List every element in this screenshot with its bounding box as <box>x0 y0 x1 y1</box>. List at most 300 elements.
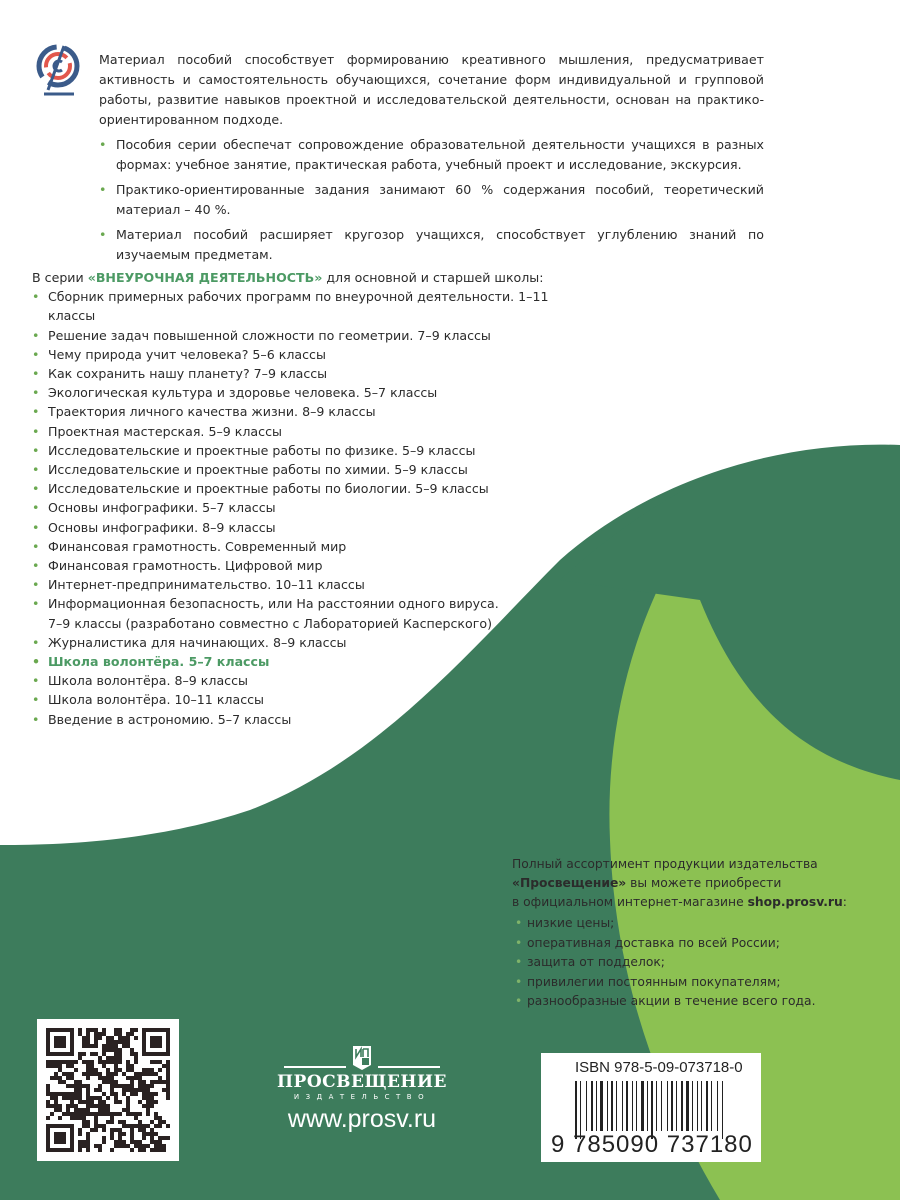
qr-module <box>122 1040 126 1044</box>
qr-module <box>90 1052 94 1056</box>
qr-module <box>98 1076 102 1080</box>
qr-module <box>114 1052 118 1056</box>
qr-module <box>126 1108 130 1112</box>
qr-module <box>66 1092 70 1096</box>
qr-module <box>162 1144 166 1148</box>
qr-module <box>118 1060 122 1064</box>
qr-module <box>158 1144 162 1148</box>
qr-module <box>138 1088 142 1092</box>
qr-module <box>46 1104 50 1108</box>
qr-module <box>102 1108 106 1112</box>
series-item: • Исследовательские и проектные работы по химии. 5–9 классы <box>32 460 552 479</box>
qr-module <box>118 1128 122 1132</box>
qr-module <box>98 1056 102 1060</box>
qr-module <box>58 1080 62 1084</box>
qr-module <box>98 1060 102 1064</box>
qr-module <box>114 1028 118 1032</box>
series-name: «ВНЕУРОЧНАЯ ДЕЯТЕЛЬНОСТЬ» <box>87 270 323 285</box>
qr-module <box>70 1072 74 1076</box>
qr-module <box>146 1072 150 1076</box>
qr-module <box>110 1048 114 1052</box>
qr-module <box>126 1040 130 1044</box>
qr-module <box>86 1032 90 1036</box>
qr-module <box>154 1072 158 1076</box>
qr-module <box>82 1124 86 1128</box>
publisher-url-link[interactable]: www.prosv.ru <box>287 1105 437 1133</box>
series-item-continuation: 7–9 классы (разработано совместно с Лабораторией Касперского) <box>48 615 492 631</box>
qr-module <box>58 1092 62 1096</box>
qr-module <box>86 1040 90 1044</box>
qr-module <box>150 1092 154 1096</box>
qr-module <box>110 1148 114 1152</box>
qr-finder <box>54 1036 66 1048</box>
qr-module <box>134 1076 138 1080</box>
qr-module <box>74 1096 78 1100</box>
qr-module <box>130 1136 134 1140</box>
qr-module <box>142 1096 146 1100</box>
qr-module <box>62 1112 66 1116</box>
qr-module <box>66 1072 70 1076</box>
qr-module <box>114 1044 118 1048</box>
shop-line-1: Полный ассортимент продукции издательства <box>512 857 818 871</box>
qr-module <box>98 1124 102 1128</box>
qr-module <box>110 1088 114 1092</box>
series-item: • Сборник примерных рабочих программ по внеурочной деятельности. 1–11 классы <box>32 287 552 325</box>
qr-module <box>122 1092 126 1096</box>
qr-module <box>154 1092 158 1096</box>
qr-module <box>150 1104 154 1108</box>
qr-module <box>78 1112 82 1116</box>
qr-module <box>130 1140 134 1144</box>
qr-module <box>138 1120 142 1124</box>
qr-module <box>74 1108 78 1112</box>
qr-module <box>154 1112 158 1116</box>
isbn-barcode <box>541 1053 761 1162</box>
qr-module <box>78 1088 82 1092</box>
qr-module <box>66 1084 70 1088</box>
qr-module <box>166 1084 170 1088</box>
qr-module <box>150 1068 154 1072</box>
qr-module <box>118 1084 122 1088</box>
qr-module <box>126 1084 130 1088</box>
series-item: • Финансовая грамотность. Цифровой мир <box>32 556 552 575</box>
series-item: • Основы инфографики. 8–9 классы <box>32 518 552 537</box>
barcode-bar <box>636 1081 637 1131</box>
qr-module <box>126 1076 130 1080</box>
qr-module <box>66 1112 70 1116</box>
qr-module <box>74 1104 78 1108</box>
qr-module <box>142 1104 146 1108</box>
qr-module <box>46 1092 50 1096</box>
qr-module <box>158 1124 162 1128</box>
series-item: • Финансовая грамотность. Современный мир <box>32 537 552 556</box>
qr-module <box>106 1060 110 1064</box>
qr-module <box>82 1036 86 1040</box>
divider <box>284 1066 346 1068</box>
qr-module <box>102 1124 106 1128</box>
series-heading-prefix: В серии <box>32 270 88 285</box>
qr-module <box>162 1064 166 1068</box>
qr-module <box>62 1060 66 1064</box>
qr-module <box>130 1128 134 1132</box>
series-item: • Школа волонтёра. 8–9 классы <box>32 671 552 690</box>
intro-bullet: • Практико-ориентированные задания занимают 60 % содержания пособий, теоретический материал – 40 %. <box>99 180 764 220</box>
barcode-bar <box>701 1081 702 1131</box>
qr-module <box>86 1068 90 1072</box>
qr-module <box>110 1128 114 1132</box>
qr-module <box>162 1148 166 1152</box>
barcode-bar <box>632 1081 633 1131</box>
series-item: • Как сохранить нашу планету? 7–9 классы <box>32 364 552 383</box>
qr-module <box>126 1032 130 1036</box>
isbn-number: ISBN 978-5-09-073718-0 <box>575 1059 743 1076</box>
qr-module <box>130 1064 134 1068</box>
qr-module <box>130 1076 134 1080</box>
intro-bullet: • Пособия серии обеспечат сопровождение образовательной деятельности учащихся в разных формах: учебное занятие, практическая работа, учебный проект и исследование, экскурсия. <box>99 135 764 175</box>
qr-module <box>150 1132 154 1136</box>
qr-module <box>86 1072 90 1076</box>
qr-module <box>94 1028 98 1032</box>
qr-module <box>98 1084 102 1088</box>
qr-module <box>70 1064 74 1068</box>
qr-module <box>106 1108 110 1112</box>
qr-module <box>142 1148 146 1152</box>
qr-module <box>130 1112 134 1116</box>
qr-module <box>86 1140 90 1144</box>
qr-module <box>162 1080 166 1084</box>
qr-module <box>118 1048 122 1052</box>
qr-module <box>102 1136 106 1140</box>
qr-module <box>94 1040 98 1044</box>
shop-benefit: • разнообразные акции в течение всего года. <box>512 992 872 1012</box>
qr-module <box>46 1064 50 1068</box>
qr-module <box>46 1060 50 1064</box>
qr-module <box>90 1060 94 1064</box>
qr-module <box>114 1056 118 1060</box>
qr-module <box>114 1032 118 1036</box>
shop-info <box>512 855 872 1012</box>
qr-module <box>70 1112 74 1116</box>
qr-module <box>102 1028 106 1032</box>
qr-module <box>118 1036 122 1040</box>
qr-module <box>102 1080 106 1084</box>
barcode-bar <box>697 1081 698 1131</box>
qr-module <box>46 1116 50 1120</box>
barcode-bar <box>717 1081 718 1131</box>
qr-module <box>50 1112 54 1116</box>
qr-module <box>106 1036 110 1040</box>
qr-module <box>86 1148 90 1152</box>
qr-module <box>150 1072 154 1076</box>
qr-module <box>78 1148 82 1152</box>
qr-module <box>134 1052 138 1056</box>
qr-module <box>138 1080 142 1084</box>
qr-module <box>134 1056 138 1060</box>
qr-module <box>78 1140 82 1144</box>
qr-module <box>86 1104 90 1108</box>
publisher-name-bold: «Просвещение» <box>512 876 627 890</box>
qr-module <box>98 1096 102 1100</box>
qr-module <box>130 1092 134 1096</box>
qr-module <box>90 1128 94 1132</box>
qr-module <box>74 1080 78 1084</box>
qr-module <box>78 1028 82 1032</box>
qr-module <box>94 1124 98 1128</box>
qr-module <box>98 1112 102 1116</box>
qr-module <box>150 1084 154 1088</box>
qr-module <box>126 1064 130 1068</box>
series-item: • Чему природа учит человека? 5–6 классы <box>32 345 552 364</box>
qr-module <box>110 1060 114 1064</box>
qr-module <box>70 1096 74 1100</box>
qr-module <box>102 1032 106 1036</box>
qr-module <box>54 1072 58 1076</box>
qr-module <box>66 1096 70 1100</box>
qr-module <box>106 1044 110 1048</box>
qr-module <box>106 1080 110 1084</box>
qr-module <box>146 1132 150 1136</box>
qr-module <box>86 1060 90 1064</box>
qr-module <box>54 1064 58 1068</box>
qr-code[interactable] <box>37 1019 179 1161</box>
qr-module <box>122 1072 126 1076</box>
qr-module <box>166 1080 170 1084</box>
qr-module <box>70 1104 74 1108</box>
qr-module <box>86 1112 90 1116</box>
qr-module <box>58 1076 62 1080</box>
qr-module <box>150 1148 154 1152</box>
qr-module <box>166 1072 170 1076</box>
series-item: • Исследовательские и проектные работы по биологии. 5–9 классы <box>32 479 552 498</box>
qr-module <box>74 1116 78 1120</box>
qr-module <box>146 1144 150 1148</box>
qr-module <box>114 1092 118 1096</box>
qr-module <box>94 1112 98 1116</box>
qr-module <box>86 1108 90 1112</box>
qr-module <box>106 1120 110 1124</box>
qr-module <box>158 1076 162 1080</box>
qr-module <box>146 1100 150 1104</box>
qr-module <box>146 1084 150 1088</box>
barcode-bar <box>611 1081 613 1131</box>
qr-module <box>126 1144 130 1148</box>
qr-module <box>110 1036 114 1040</box>
qr-module <box>62 1096 66 1100</box>
qr-module <box>146 1068 150 1072</box>
qr-module <box>146 1108 150 1112</box>
qr-module <box>130 1028 134 1032</box>
qr-module <box>110 1112 114 1116</box>
shop-line-3-suffix: : <box>842 895 847 909</box>
qr-module <box>86 1028 90 1032</box>
series-item: • Экологическая культура и здоровье человека. 5–7 классы <box>32 383 552 402</box>
qr-module <box>154 1148 158 1152</box>
qr-module <box>78 1144 82 1148</box>
qr-module <box>86 1076 90 1080</box>
qr-module <box>82 1108 86 1112</box>
qr-module <box>114 1096 118 1100</box>
shop-url-link[interactable]: shop.prosv.ru <box>747 895 843 909</box>
qr-module <box>54 1060 58 1064</box>
qr-module <box>78 1100 82 1104</box>
qr-module <box>54 1104 58 1108</box>
barcode-bar <box>622 1081 623 1131</box>
series-logo-icon <box>34 44 82 100</box>
qr-module <box>142 1128 146 1132</box>
qr-module <box>82 1052 86 1056</box>
qr-module <box>54 1100 58 1104</box>
qr-module <box>166 1060 170 1064</box>
qr-module <box>166 1096 170 1100</box>
series-item: • Основы инфографики. 5–7 классы <box>32 498 552 517</box>
qr-module <box>62 1072 66 1076</box>
qr-module <box>74 1084 78 1088</box>
qr-module <box>154 1140 158 1144</box>
qr-module <box>134 1060 138 1064</box>
barcode-bar <box>676 1081 677 1131</box>
qr-module <box>166 1136 170 1140</box>
qr-module <box>110 1092 114 1096</box>
qr-module <box>94 1088 98 1092</box>
barcode-bar <box>607 1081 608 1131</box>
qr-module <box>142 1092 146 1096</box>
qr-module <box>158 1060 162 1064</box>
qr-module <box>106 1048 110 1052</box>
series-item: • Введение в астрономию. 5–7 классы <box>32 710 552 729</box>
qr-module <box>106 1112 110 1116</box>
barcode-bar <box>586 1081 587 1131</box>
qr-module <box>114 1112 118 1116</box>
qr-module <box>98 1072 102 1076</box>
qr-module <box>146 1092 150 1096</box>
qr-module <box>78 1080 82 1084</box>
qr-module <box>122 1140 126 1144</box>
qr-module <box>154 1080 158 1084</box>
qr-module <box>134 1140 138 1144</box>
qr-module <box>86 1136 90 1140</box>
qr-module <box>106 1068 110 1072</box>
qr-code-pattern <box>46 1028 170 1152</box>
qr-module <box>118 1132 122 1136</box>
qr-module <box>138 1128 142 1132</box>
qr-module <box>138 1076 142 1080</box>
qr-module <box>130 1132 134 1136</box>
qr-module <box>150 1096 154 1100</box>
qr-module <box>142 1088 146 1092</box>
barcode-bar <box>647 1081 648 1131</box>
barcode-bar <box>600 1081 603 1131</box>
barcode-bar <box>671 1081 673 1131</box>
publisher-subtitle: ИЗДАТЕЛЬСТВО <box>293 1093 431 1101</box>
qr-module <box>122 1108 126 1112</box>
qr-module <box>150 1080 154 1084</box>
qr-module <box>166 1124 170 1128</box>
qr-module <box>110 1076 114 1080</box>
qr-module <box>50 1104 54 1108</box>
barcode-bar <box>656 1081 657 1131</box>
qr-module <box>102 1092 106 1096</box>
qr-module <box>54 1076 58 1080</box>
qr-module <box>102 1104 106 1108</box>
qr-module <box>114 1128 118 1132</box>
barcode-bar <box>681 1081 683 1131</box>
qr-module <box>46 1088 50 1092</box>
qr-module <box>130 1080 134 1084</box>
qr-module <box>98 1108 102 1112</box>
qr-module <box>58 1068 62 1072</box>
qr-module <box>142 1072 146 1076</box>
qr-module <box>66 1076 70 1080</box>
qr-module <box>86 1092 90 1096</box>
qr-module <box>90 1072 94 1076</box>
qr-module <box>114 1040 118 1044</box>
qr-module <box>130 1088 134 1092</box>
qr-module <box>106 1076 110 1080</box>
qr-module <box>142 1136 146 1140</box>
qr-module <box>146 1096 150 1100</box>
series-list <box>32 268 552 729</box>
qr-module <box>66 1064 70 1068</box>
qr-module <box>102 1100 106 1104</box>
qr-module <box>46 1084 50 1088</box>
qr-module <box>126 1112 130 1116</box>
qr-module <box>74 1060 78 1064</box>
qr-module <box>150 1120 154 1124</box>
intro-bullet: • Материал пособий расширяет кругозор учащихся, способствует углублению знаний по изучаемым предметам. <box>99 225 764 265</box>
qr-module <box>110 1136 114 1140</box>
qr-module <box>118 1040 122 1044</box>
qr-module <box>86 1124 90 1128</box>
qr-module <box>78 1096 82 1100</box>
publisher-name: ПРОСВЕЩЕНИЕ <box>276 1072 448 1092</box>
barcode-bar <box>641 1081 644 1131</box>
qr-module <box>142 1124 146 1128</box>
qr-module <box>86 1096 90 1100</box>
qr-module <box>130 1048 134 1052</box>
qr-module <box>134 1028 138 1032</box>
qr-module <box>90 1064 94 1068</box>
series-item-current-book: • Школа волонтёра. 5–7 классы <box>32 652 552 671</box>
qr-module <box>114 1068 118 1072</box>
qr-module <box>102 1140 106 1144</box>
qr-module <box>134 1112 138 1116</box>
qr-module <box>50 1092 54 1096</box>
shop-benefit: • оперативная доставка по всей России; <box>512 934 872 954</box>
qr-module <box>110 1044 114 1048</box>
qr-module <box>154 1132 158 1136</box>
qr-module <box>150 1060 154 1064</box>
qr-module <box>74 1092 78 1096</box>
qr-module <box>158 1080 162 1084</box>
series-item: • Исследовательские и проектные работы по физике. 5–9 классы <box>32 441 552 460</box>
qr-module <box>122 1120 126 1124</box>
qr-module <box>78 1032 82 1036</box>
qr-module <box>50 1060 54 1064</box>
qr-module <box>122 1084 126 1088</box>
barcode-bar <box>661 1081 662 1131</box>
qr-module <box>138 1072 142 1076</box>
qr-module <box>94 1072 98 1076</box>
qr-module <box>134 1036 138 1040</box>
divider <box>378 1066 440 1068</box>
qr-module <box>146 1088 150 1092</box>
qr-module <box>158 1136 162 1140</box>
qr-module <box>82 1144 86 1148</box>
series-heading-suffix: для основной и старшей школы: <box>322 270 544 285</box>
qr-module <box>86 1144 90 1148</box>
qr-module <box>70 1116 74 1120</box>
barcode-bar <box>711 1081 712 1131</box>
